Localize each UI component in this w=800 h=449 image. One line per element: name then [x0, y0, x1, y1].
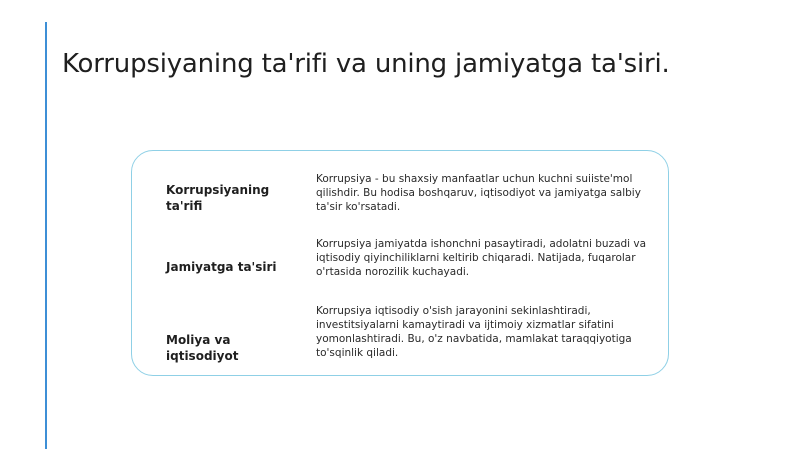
- row-label-finance-economy: Moliya va iqtisodiyot: [166, 333, 239, 363]
- row-label-society-impact: Jamiyatga ta'siri: [166, 260, 277, 274]
- slide-title: Korrupsiyaning ta'rifi va uning jamiyatga ta'siri.: [62, 49, 670, 79]
- row-label-definition: Korrupsiyaning ta'rifi: [166, 183, 270, 213]
- accent-line: [45, 22, 47, 449]
- row-text-society-impact: Korrupsiya jamiyatda ishonchni pasaytiradi, adolatni buzadi va iqtisodiy qiyinchiliklarni keltirib chiqaradi. Natijada, fuqarolar o'rtasida norozilik kuchayadi.: [316, 238, 647, 278]
- row-text-finance-economy: Korrupsiya iqtisodiy o'sish jarayonini sekinlashtiradi, investitsiyalarni kamaytiradi va ijtimoiy xizmatlar sifatini yomonlashtiradi. Bu, o'z navbatida, mamlakat taraqqiyotiga to'sqinlik qiladi.: [316, 305, 632, 359]
- info-card: [131, 150, 669, 376]
- row-text-definition: Korrupsiya - bu shaxsiy manfaatlar uchun kuchni suiiste'mol qilishdir. Bu hodisa boshqaruv, iqtisodiyot va jamiyatga salbiy ta'sir ko'rsatadi.: [316, 173, 641, 213]
